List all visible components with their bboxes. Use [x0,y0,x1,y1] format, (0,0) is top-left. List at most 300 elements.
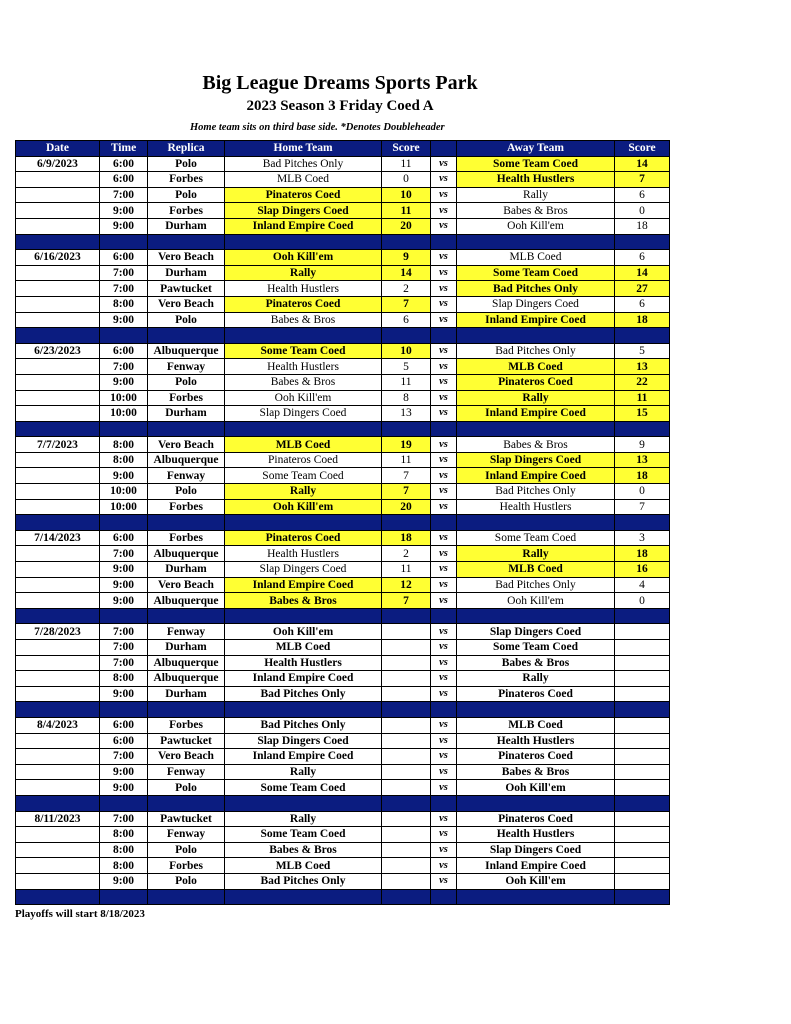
separator-cell [225,795,382,811]
home-score-cell: 13 [382,406,431,422]
game-row [16,624,670,640]
away-team-cell: Health Hustlers [457,827,615,843]
home-team-cell: Babes & Bros [225,842,382,858]
date-cell [16,640,100,656]
vs-cell: vs [431,733,457,749]
away-score-cell: 18 [615,546,670,562]
time-cell: 6:00 [100,172,148,188]
away-score-cell: 7 [615,499,670,515]
home-score-cell: 5 [382,359,431,375]
home-score-cell [382,858,431,874]
home-score-cell [382,686,431,702]
replica-cell: Durham [148,640,225,656]
replica-cell: Fenway [148,359,225,375]
away-team-cell: Bad Pitches Only [457,343,615,359]
away-score-cell: 0 [615,484,670,500]
replica-cell: Forbes [148,390,225,406]
home-team-cell: Bad Pitches Only [225,686,382,702]
vs-cell: vs [431,406,457,422]
date-cell [16,406,100,422]
replica-cell: Forbes [148,172,225,188]
replica-cell: Polo [148,187,225,203]
time-cell: 8:00 [100,827,148,843]
time-cell: 7:00 [100,811,148,827]
date-cell [16,312,100,328]
date-cell: 8/11/2023 [16,811,100,827]
time-cell: 10:00 [100,499,148,515]
away-team-cell: Ooh Kill'em [457,780,615,796]
separator-cell [431,515,457,531]
separator-cell [100,889,148,905]
separator-cell [457,889,615,905]
replica-cell: Albuquerque [148,655,225,671]
separator-cell [148,889,225,905]
vs-cell: vs [431,437,457,453]
home-team-cell: Health Hustlers [225,281,382,297]
away-team-cell: MLB Coed [457,359,615,375]
time-cell: 7:00 [100,281,148,297]
header-time: Time [100,141,148,157]
game-row [16,437,670,453]
replica-cell: Albuquerque [148,546,225,562]
game-row [16,281,670,297]
date-cell [16,265,100,281]
vs-cell: vs [431,499,457,515]
replica-cell: Forbes [148,530,225,546]
home-team-cell: Slap Dingers Coed [225,203,382,219]
away-score-cell: 27 [615,281,670,297]
home-team-cell: Rally [225,484,382,500]
away-score-cell [615,655,670,671]
date-cell [16,218,100,234]
home-score-cell: 11 [382,374,431,390]
home-team-cell: Inland Empire Coed [225,671,382,687]
game-row [16,468,670,484]
home-score-cell [382,655,431,671]
home-score-cell [382,764,431,780]
date-cell [16,374,100,390]
vs-cell: vs [431,218,457,234]
separator-cell [457,608,615,624]
away-team-cell: Inland Empire Coed [457,468,615,484]
replica-cell: Polo [148,842,225,858]
away-team-cell: Babes & Bros [457,655,615,671]
away-team-cell: Babes & Bros [457,437,615,453]
home-team-cell: Inland Empire Coed [225,577,382,593]
game-row [16,593,670,609]
vs-cell: vs [431,281,457,297]
week-separator [16,328,670,344]
away-team-cell: Rally [457,187,615,203]
home-team-cell: Inland Empire Coed [225,218,382,234]
home-score-cell: 7 [382,296,431,312]
separator-cell [431,608,457,624]
game-row [16,343,670,359]
time-cell: 7:00 [100,359,148,375]
replica-cell: Fenway [148,468,225,484]
separator-cell [225,234,382,250]
time-cell: 9:00 [100,203,148,219]
separator-cell [382,702,431,718]
vs-cell: vs [431,359,457,375]
home-team-cell: Bad Pitches Only [225,873,382,889]
schedule-note: Home team sits on third base side. *Denotes Doubleheader [190,122,445,133]
separator-cell [615,608,670,624]
vs-cell: vs [431,577,457,593]
game-row [16,484,670,500]
away-score-cell [615,624,670,640]
header-home-team: Home Team [225,141,382,157]
time-cell: 6:00 [100,156,148,172]
separator-cell [382,421,431,437]
home-score-cell [382,780,431,796]
separator-cell [16,795,100,811]
home-team-cell: Pinateros Coed [225,452,382,468]
replica-cell: Durham [148,218,225,234]
game-row [16,842,670,858]
away-team-cell: Slap Dingers Coed [457,842,615,858]
away-team-cell: Ooh Kill'em [457,873,615,889]
replica-cell: Durham [148,265,225,281]
replica-cell: Pawtucket [148,811,225,827]
time-cell: 9:00 [100,780,148,796]
vs-cell: vs [431,811,457,827]
game-row [16,780,670,796]
game-row [16,390,670,406]
week-separator [16,795,670,811]
home-team-cell: Ooh Kill'em [225,250,382,266]
vs-cell: vs [431,156,457,172]
away-score-cell: 18 [615,218,670,234]
home-team-cell: Pinateros Coed [225,530,382,546]
separator-cell [382,234,431,250]
replica-cell: Vero Beach [148,296,225,312]
separator-cell [225,608,382,624]
home-score-cell [382,827,431,843]
schedule-table [15,140,670,905]
home-score-cell [382,640,431,656]
away-score-cell: 5 [615,343,670,359]
separator-cell [615,421,670,437]
date-cell [16,499,100,515]
replica-cell: Polo [148,873,225,889]
separator-cell [16,421,100,437]
away-team-cell: Inland Empire Coed [457,312,615,328]
away-team-cell: Rally [457,390,615,406]
time-cell: 9:00 [100,686,148,702]
vs-cell: vs [431,873,457,889]
game-row [16,733,670,749]
home-score-cell: 11 [382,156,431,172]
away-team-cell: Some Team Coed [457,530,615,546]
away-score-cell [615,686,670,702]
home-team-cell: Some Team Coed [225,827,382,843]
separator-cell [16,328,100,344]
separator-cell [457,421,615,437]
playoffs-note: Playoffs will start 8/18/2023 [15,908,145,920]
separator-cell [457,234,615,250]
replica-cell: Polo [148,374,225,390]
time-cell: 8:00 [100,296,148,312]
home-score-cell [382,733,431,749]
time-cell: 9:00 [100,873,148,889]
date-cell [16,655,100,671]
away-team-cell: Slap Dingers Coed [457,452,615,468]
separator-cell [615,328,670,344]
replica-cell: Polo [148,780,225,796]
home-team-cell: Some Team Coed [225,468,382,484]
home-team-cell: MLB Coed [225,172,382,188]
game-row [16,873,670,889]
away-score-cell: 15 [615,406,670,422]
away-team-cell: Slap Dingers Coed [457,624,615,640]
home-score-cell: 12 [382,577,431,593]
date-cell: 7/28/2023 [16,624,100,640]
date-cell [16,764,100,780]
separator-cell [382,889,431,905]
vs-cell: vs [431,390,457,406]
away-score-cell [615,873,670,889]
away-team-cell: Some Team Coed [457,156,615,172]
game-row [16,187,670,203]
home-score-cell: 2 [382,281,431,297]
away-team-cell: Bad Pitches Only [457,484,615,500]
home-score-cell [382,624,431,640]
time-cell: 9:00 [100,218,148,234]
vs-cell: vs [431,374,457,390]
home-score-cell: 2 [382,546,431,562]
header-replica: Replica [148,141,225,157]
vs-cell: vs [431,250,457,266]
away-score-cell [615,780,670,796]
away-team-cell: Babes & Bros [457,764,615,780]
vs-cell: vs [431,842,457,858]
home-score-cell: 20 [382,218,431,234]
home-team-cell: Slap Dingers Coed [225,406,382,422]
time-cell: 6:00 [100,733,148,749]
away-team-cell: Some Team Coed [457,640,615,656]
away-team-cell: Babes & Bros [457,203,615,219]
away-score-cell [615,749,670,765]
separator-cell [382,795,431,811]
away-team-cell: Pinateros Coed [457,686,615,702]
separator-cell [615,515,670,531]
vs-cell: vs [431,468,457,484]
date-cell [16,296,100,312]
home-team-cell: Rally [225,764,382,780]
home-score-cell [382,842,431,858]
date-cell [16,749,100,765]
home-score-cell: 19 [382,437,431,453]
home-team-cell: Ooh Kill'em [225,624,382,640]
home-score-cell: 7 [382,593,431,609]
header-away-score: Score [615,141,670,157]
away-team-cell: Inland Empire Coed [457,858,615,874]
page-subtitle: 2023 Season 3 Friday Coed A [246,98,434,114]
date-cell: 7/7/2023 [16,437,100,453]
separator-cell [382,608,431,624]
home-score-cell [382,873,431,889]
separator-cell [100,234,148,250]
replica-cell: Vero Beach [148,437,225,453]
home-score-cell: 11 [382,203,431,219]
vs-cell: vs [431,764,457,780]
week-separator [16,702,670,718]
game-row [16,406,670,422]
away-score-cell: 6 [615,250,670,266]
date-cell [16,577,100,593]
home-score-cell: 10 [382,343,431,359]
time-cell: 9:00 [100,577,148,593]
header-away-team: Away Team [457,141,615,157]
week-separator [16,608,670,624]
away-score-cell [615,764,670,780]
replica-cell: Polo [148,156,225,172]
away-team-cell: Pinateros Coed [457,811,615,827]
replica-cell: Durham [148,562,225,578]
separator-cell [431,702,457,718]
home-team-cell: Slap Dingers Coed [225,562,382,578]
home-score-cell: 0 [382,172,431,188]
vs-cell: vs [431,686,457,702]
header-home-score: Score [382,141,431,157]
game-row [16,218,670,234]
away-team-cell: Ooh Kill'em [457,218,615,234]
home-team-cell: MLB Coed [225,640,382,656]
away-score-cell: 11 [615,390,670,406]
away-score-cell: 22 [615,374,670,390]
date-cell [16,187,100,203]
time-cell: 10:00 [100,390,148,406]
away-score-cell: 4 [615,577,670,593]
week-separator [16,889,670,905]
game-row [16,655,670,671]
game-row [16,546,670,562]
home-team-cell: Inland Empire Coed [225,749,382,765]
game-row [16,452,670,468]
vs-cell: vs [431,172,457,188]
time-cell: 8:00 [100,842,148,858]
date-cell: 8/4/2023 [16,717,100,733]
separator-cell [615,889,670,905]
date-cell: 6/16/2023 [16,250,100,266]
home-score-cell: 8 [382,390,431,406]
time-cell: 8:00 [100,452,148,468]
away-team-cell: Health Hustlers [457,733,615,749]
game-row [16,671,670,687]
separator-cell [615,702,670,718]
replica-cell: Fenway [148,764,225,780]
away-score-cell [615,671,670,687]
game-row [16,250,670,266]
vs-cell: vs [431,562,457,578]
away-score-cell: 7 [615,172,670,188]
home-team-cell: Health Hustlers [225,655,382,671]
home-score-cell: 11 [382,562,431,578]
away-score-cell: 14 [615,265,670,281]
vs-cell: vs [431,655,457,671]
home-team-cell: Rally [225,265,382,281]
game-row [16,172,670,188]
replica-cell: Vero Beach [148,749,225,765]
game-row [16,577,670,593]
separator-cell [615,795,670,811]
separator-cell [148,795,225,811]
time-cell: 10:00 [100,406,148,422]
home-score-cell [382,749,431,765]
separator-cell [225,889,382,905]
replica-cell: Polo [148,312,225,328]
game-row [16,686,670,702]
home-team-cell: Ooh Kill'em [225,390,382,406]
separator-cell [457,515,615,531]
away-team-cell: MLB Coed [457,717,615,733]
vs-cell: vs [431,203,457,219]
away-score-cell [615,717,670,733]
time-cell: 9:00 [100,764,148,780]
game-row [16,562,670,578]
home-team-cell: Bad Pitches Only [225,717,382,733]
time-cell: 7:00 [100,187,148,203]
date-cell [16,842,100,858]
home-team-cell: Pinateros Coed [225,296,382,312]
separator-cell [148,421,225,437]
away-score-cell: 14 [615,156,670,172]
home-score-cell [382,671,431,687]
time-cell: 7:00 [100,640,148,656]
separator-cell [457,795,615,811]
replica-cell: Albuquerque [148,452,225,468]
replica-cell: Albuquerque [148,593,225,609]
game-row [16,749,670,765]
away-score-cell: 9 [615,437,670,453]
home-team-cell: Babes & Bros [225,374,382,390]
time-cell: 9:00 [100,468,148,484]
away-team-cell: Health Hustlers [457,172,615,188]
date-cell [16,281,100,297]
date-cell [16,452,100,468]
game-row [16,717,670,733]
date-cell [16,733,100,749]
home-score-cell: 14 [382,265,431,281]
date-cell: 6/9/2023 [16,156,100,172]
home-score-cell: 10 [382,187,431,203]
time-cell: 8:00 [100,858,148,874]
away-score-cell: 16 [615,562,670,578]
week-separator [16,421,670,437]
home-score-cell: 20 [382,499,431,515]
separator-cell [431,889,457,905]
away-team-cell: Rally [457,671,615,687]
away-team-cell: Health Hustlers [457,499,615,515]
away-score-cell: 18 [615,312,670,328]
vs-cell: vs [431,624,457,640]
home-score-cell: 6 [382,312,431,328]
separator-cell [225,702,382,718]
game-row [16,312,670,328]
away-team-cell: Some Team Coed [457,265,615,281]
time-cell: 6:00 [100,250,148,266]
game-row [16,156,670,172]
vs-cell: vs [431,671,457,687]
time-cell: 7:00 [100,265,148,281]
date-cell [16,873,100,889]
replica-cell: Forbes [148,717,225,733]
separator-cell [457,702,615,718]
vs-cell: vs [431,858,457,874]
separator-cell [16,608,100,624]
vs-cell: vs [431,187,457,203]
